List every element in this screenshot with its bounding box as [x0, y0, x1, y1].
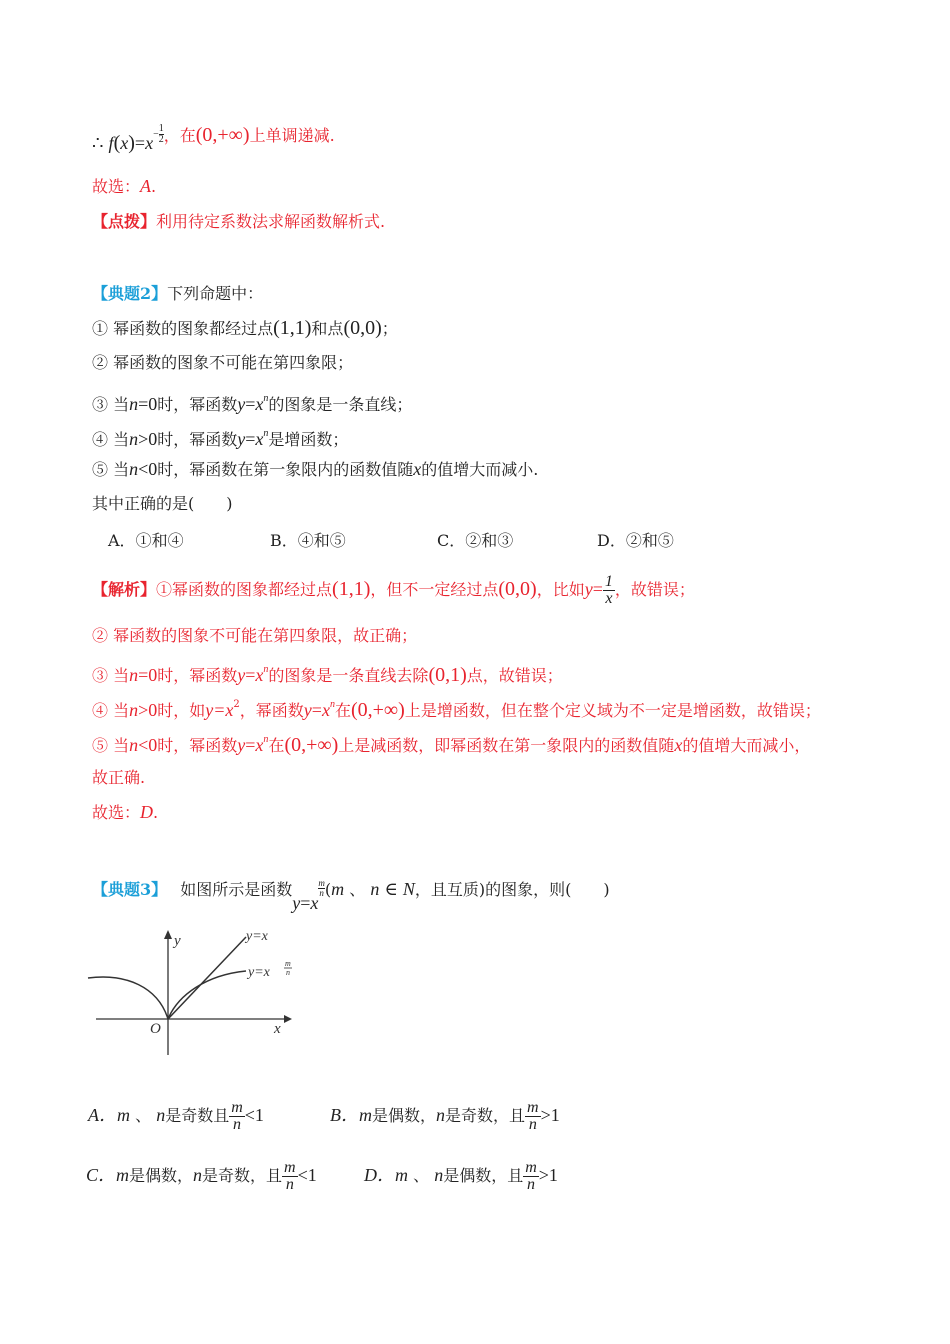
ex2-option-d[interactable]: D．②和⑤	[597, 531, 674, 550]
ex2-analysis-3: ③ 当n=0时，幂函数$y=x^n$的图象是一条直线去除(0,1)点，故错误；	[92, 664, 563, 686]
ex3-option-a[interactable]: A．m 、 n是奇数且 $\frac{m}{n}$ <1	[88, 1099, 264, 1133]
ex2-option-c[interactable]: C．②和③	[437, 531, 514, 550]
curve-label-exp-n: n	[286, 968, 290, 977]
axis-x-label: x	[274, 1021, 281, 1037]
y-axis-arrow	[164, 930, 172, 939]
ex3-option-b[interactable]: B．m是偶数，n是奇数，且 $\frac{m}{n}$ >1	[330, 1099, 560, 1133]
ex3-option-c[interactable]: C．m是偶数，n是奇数，且 $\frac{m}{n}$ <1	[86, 1159, 317, 1193]
ex2-option-a[interactable]: A．①和④	[108, 531, 184, 550]
axis-y-label: y	[174, 933, 181, 949]
ex2-heading: 【典题2】下列命题中：	[92, 284, 264, 303]
ex3-graph	[86, 925, 306, 1060]
ex2-item-5: ⑤ 当n<0时，幂函数在第一象限内的函数值随x的值增大而减小.	[92, 459, 539, 479]
x-axis-arrow	[284, 1015, 292, 1023]
origin-label: O	[150, 1021, 161, 1037]
line-label: y=x	[246, 929, 268, 944]
ex2-analysis-4: ④ 当n>0时，如$y=x^2$，幂函数$y=x^n$在(0,+∞)上是增函数，但在整个定义域为不一定是增函数，故错误；	[92, 699, 821, 721]
ex2-question: 其中正确的是( )	[92, 494, 233, 513]
ex3-option-d[interactable]: D．m 、 n是偶数，且 $\frac{m}{n}$ >1	[364, 1159, 558, 1193]
prev-conclusion: ∴ $f(x)=x^{- \frac{1}{2}}$ ，在(0,+∞)上单调递减.	[92, 123, 335, 154]
ex2-item-4: ④ 当n>0时，幂函数$y=x^n$是增函数；	[92, 428, 349, 449]
curve-power	[88, 971, 246, 1019]
curve-label-exp-m: m	[285, 959, 291, 968]
ex2-answer: 故选：D.	[92, 802, 159, 822]
curve-label: y=x	[248, 965, 270, 980]
ex2-option-b[interactable]: B．④和⑤	[270, 531, 346, 550]
ex2-item-3: ③ 当n=0时，幂函数$y=x^n$的图象是一条直线；	[92, 393, 413, 414]
prev-answer: 故选：A.	[92, 176, 157, 196]
ex3-heading: 【典题3】 如图所示是函数y=x $\frac{m}{n}$ (m 、 n ∈ N，且互质)的图象，则( )	[92, 878, 610, 913]
ex2-analysis-5-cont: 故正确.	[92, 768, 146, 787]
ex2-item-2: ② 幂函数的图象不可能在第四象限；	[92, 353, 354, 372]
ex2-item-1: ① 幂函数的图象都经过点(1,1)和点(0,0)；	[92, 317, 398, 339]
ex2-analysis-1: 【解析】①幂函数的图象都经过点(1,1)，但不一定经过点(0,0)，比如y= $\frac{1}{x}$ ，故错误；	[92, 573, 695, 607]
ex2-analysis-2: ② 幂函数的图象不可能在第四象限，故正确；	[92, 626, 418, 645]
line-y-equals-x	[168, 937, 246, 1019]
ex2-analysis-5: ⑤ 当n<0时，幂函数$y=x^n$在(0,+∞)上是减函数，即幂函数在第一象限内的函数值随x的值增大而减小，	[92, 734, 811, 756]
prev-tip: 【点拨】利用待定系数法求解函数解析式.	[92, 212, 386, 231]
